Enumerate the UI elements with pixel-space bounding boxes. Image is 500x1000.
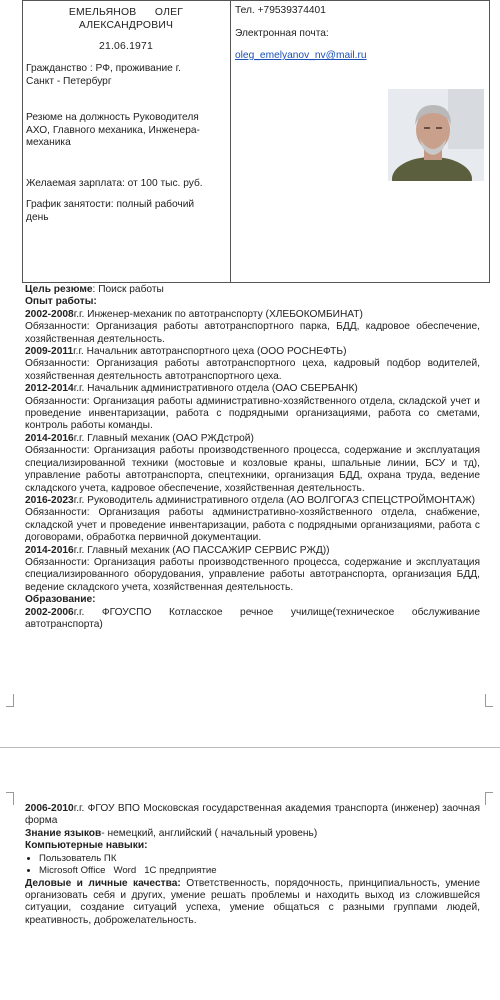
job-4-years: 2014-2016 bbox=[25, 432, 74, 444]
name-line-1: ЕМЕЛЬЯНОВ ОЛЕГ bbox=[68, 7, 184, 18]
header-left-border bbox=[22, 0, 23, 283]
page-corner-mark bbox=[6, 792, 14, 805]
job-3-years: 2012-2014 bbox=[25, 383, 74, 395]
resume-body-page-2 bbox=[25, 803, 480, 927]
job-1-years: 2002-2008 bbox=[25, 308, 74, 320]
job-5-years: 2016-2023 bbox=[25, 494, 74, 506]
citizenship-line-1: Гражданство : РФ, проживание г. bbox=[26, 63, 181, 74]
resume-body bbox=[25, 284, 480, 631]
position-line-2: АХО, Главного механика, Инженера- bbox=[26, 124, 200, 136]
job-5-duties: Обязанности: Организация работы административно-хозяйственного отдела, снабжение, складской учет и проведение инвентаризации, работа с подрядными организациями, работа с договорами, обработка первичной документации. bbox=[25, 507, 480, 544]
education-item-1-text: г.г. ФГОУСПО Котласское речное училище(техническое обслуживание автотранспорта) bbox=[25, 606, 480, 630]
job-1-position: г.г. Инженер-механик по автотранспорту (ХЛЕБОКОМБИНАТ) bbox=[73, 308, 363, 320]
job-4-position: г.г. Главный механик (ОАО РЖДстрой) bbox=[73, 432, 254, 444]
goal-label: Цель резюме bbox=[25, 284, 93, 295]
goal-line bbox=[25, 284, 480, 296]
job-4-title bbox=[25, 433, 480, 445]
profile-photo bbox=[388, 89, 484, 181]
languages-value: - немецкий, английский ( начальный уровень) bbox=[101, 827, 318, 839]
skills-label: Компьютерные навыки: bbox=[25, 840, 148, 852]
job-6-duties: Обязанности: Организация работы производственного процесса, содержание и эксплуатация специализированного оборудования, управление работы автотранспорта, организация БДД, ведение складского учета, хозяйственная деятельность. bbox=[25, 556, 480, 593]
skills-item: • Пользователь ПК bbox=[39, 853, 480, 866]
job-6-years: 2014-2016 bbox=[25, 544, 74, 556]
name-line-2: АЛЕКСАНДРОВИЧ bbox=[78, 20, 174, 31]
header-right-border bbox=[489, 0, 490, 283]
header-top-border bbox=[22, 0, 490, 1]
birth-date: 21.06.1971 bbox=[98, 41, 153, 52]
page-break-line bbox=[0, 747, 500, 748]
citizenship-line-2: Санкт - Петербург bbox=[26, 75, 112, 87]
job-5-position: г.г. Руководитель административного отдела (АО ВОЛГОГАЗ СПЕЦСТРОЙМОНТАЖ) bbox=[73, 494, 475, 506]
profile-photo-image bbox=[388, 89, 484, 181]
education-label: Образование: bbox=[25, 594, 96, 606]
qualities-label: Деловые и личные качества: bbox=[25, 877, 181, 889]
job-6-title bbox=[25, 545, 480, 557]
email-label: Электронная почта: bbox=[235, 27, 329, 39]
schedule-line-1: График занятости: полный рабочий bbox=[26, 199, 195, 210]
job-5-title bbox=[25, 495, 480, 507]
job-3-position: г.г. Начальник административного отдела (ОАО СБЕРБАНК) bbox=[73, 383, 358, 395]
job-3-duties: Обязанности: Организация работы административно-хозяйственного отдела, складской учет и проведение инвентаризации, работа с подрядными организациями, работа со сметами, контроль работы команды. bbox=[25, 395, 480, 432]
job-2-title bbox=[25, 346, 480, 358]
job-1-title bbox=[25, 309, 480, 321]
qualities-paragraph bbox=[25, 878, 480, 928]
job-2-years: 2009-2011 bbox=[25, 346, 74, 358]
skills-list bbox=[25, 853, 480, 878]
education-item-1-years: 2002-2006 bbox=[25, 606, 74, 618]
qualities-value: Ответственность, порядочность, принципиальность, умение организовать себя и других, умение решать проблемы и находить выход из сложившейся ситуации, создание ситуаций успеха, умение общаться с разными группами людей, креативность, доброжелательность. bbox=[25, 877, 480, 926]
education-item-2-text: г.г. ФГОУ ВПО Московская государственная академия транспорта (инженер) заочная форма bbox=[25, 803, 480, 827]
header-mid-border bbox=[230, 0, 231, 283]
page-corner-mark bbox=[6, 694, 14, 707]
job-4-duties: Обязанности: Организация работы производственного процесса, содержание и эксплуатация специализированной техники (мостовые и козловые краны, шпальные линии, БСУ и тд), управление работы автотранспорта, спецтехники, организация БДД, охрана труда, ведение складского учета, кадровое обеспечение, хозяйственная деятельность. bbox=[25, 445, 480, 494]
job-2-position: г.г. Начальник автотранспортного цеха (ООО РОСНЕФТЬ) bbox=[73, 346, 347, 358]
job-1-duties: Обязанности: Организация работы автотранспортного парка, БДД, кадровое обеспечение, хозяйственная деятельность. bbox=[25, 321, 480, 345]
goal-value: : Поиск работы bbox=[92, 284, 164, 295]
email-link[interactable]: oleg_emelyanov_nv@mail.ru bbox=[235, 50, 367, 61]
skills-item: • Microsoft Office Word 1C предприятие bbox=[39, 865, 480, 878]
education-item-1 bbox=[25, 607, 480, 632]
header-left-cell bbox=[26, 6, 226, 224]
header-bottom-border bbox=[22, 282, 490, 283]
page-corner-mark bbox=[485, 694, 493, 707]
education-item-2-years: 2006-2010 bbox=[25, 803, 74, 814]
job-3-title bbox=[25, 383, 480, 395]
position-line-1: Резюме на должность Руководителя bbox=[26, 112, 199, 123]
position-line-3: механика bbox=[26, 137, 71, 148]
languages-line bbox=[25, 828, 480, 840]
experience-label: Опыт работы: bbox=[25, 296, 97, 308]
job-6-position: г.г. Главный механик (АО ПАССАЖИР СЕРВИС РЖД)) bbox=[73, 544, 330, 556]
schedule-line-2: день bbox=[26, 211, 49, 223]
salary: Желаемая зарплата: от 100 тыс. руб. bbox=[26, 177, 203, 189]
job-2-duties: Обязанности: Организация работы автотранспортного цеха, кадровый подбор водителей, хозяйственная деятельность автотранспортного цеха. bbox=[25, 358, 480, 382]
languages-label: Знание языков bbox=[25, 827, 102, 839]
education-item-2 bbox=[25, 803, 480, 828]
phone: Тел. +79539374401 bbox=[235, 5, 326, 16]
header-right-cell bbox=[235, 5, 485, 63]
page-corner-mark bbox=[485, 792, 493, 805]
